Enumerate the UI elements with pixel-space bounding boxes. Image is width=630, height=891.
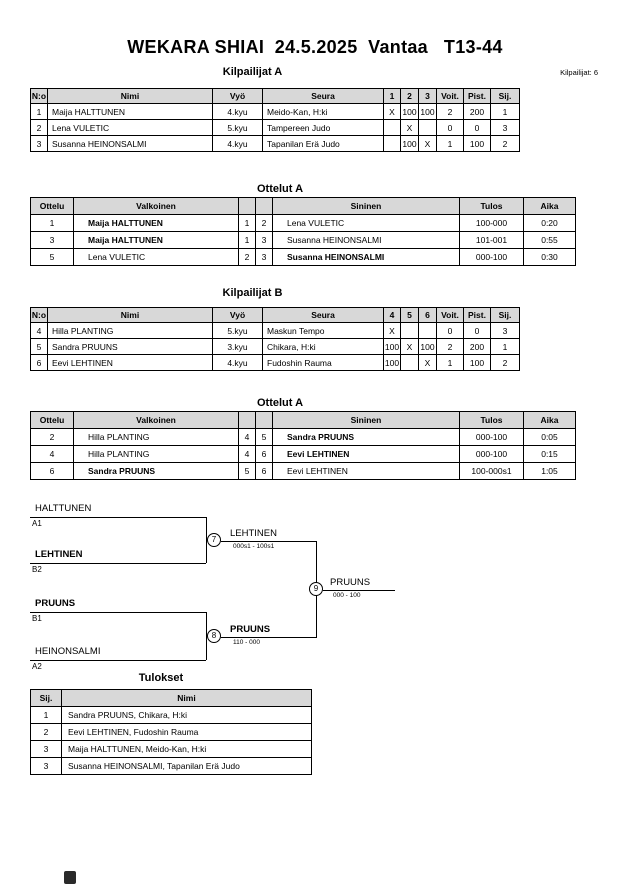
col-spacer bbox=[256, 412, 273, 429]
cell: 4.kyu bbox=[213, 136, 263, 152]
cell: 5.kyu bbox=[213, 323, 263, 339]
cell: 000-100 bbox=[460, 446, 524, 463]
col-belt: Vyö bbox=[213, 308, 263, 323]
bracket-entry-seed: A2 bbox=[32, 662, 42, 671]
cell: 1:05 bbox=[524, 463, 576, 480]
cell bbox=[384, 120, 401, 136]
competitors-count: Kilpailijat: 6 bbox=[560, 68, 598, 77]
table-row bbox=[31, 339, 520, 355]
page-title: WEKARA SHIAI 24.5.2025 Vantaa T13-44 bbox=[127, 37, 503, 57]
cell: 4.kyu bbox=[213, 355, 263, 371]
table-row bbox=[31, 104, 520, 120]
bracket-line bbox=[221, 637, 317, 638]
cell: Tampereen Judo bbox=[263, 120, 384, 136]
cell: Susanna HEINONSALMI, Tapanilan Erä Judo bbox=[62, 758, 312, 775]
pool-b-table bbox=[30, 307, 520, 371]
match-score: 000 - 100 bbox=[333, 592, 361, 599]
cell: Maija HALTTUNEN bbox=[74, 232, 239, 249]
col-wins: Voit. bbox=[437, 89, 464, 104]
cell: 3 bbox=[31, 232, 74, 249]
table-row bbox=[31, 724, 312, 741]
cell: 100 bbox=[419, 104, 437, 120]
cell: 100 bbox=[419, 339, 437, 355]
cell: 3 bbox=[31, 136, 48, 152]
cell: Eevi LEHTINEN bbox=[273, 446, 460, 463]
match-number-badge: 8 bbox=[207, 629, 221, 643]
cell: 1 bbox=[491, 339, 520, 355]
cell: 3 bbox=[491, 323, 520, 339]
cell: 1 bbox=[31, 707, 62, 724]
cell: 2 bbox=[437, 339, 464, 355]
cell: 1 bbox=[31, 215, 74, 232]
col-wins: Voit. bbox=[437, 308, 464, 323]
cell: 0:30 bbox=[524, 249, 576, 266]
table-row bbox=[31, 323, 520, 339]
matches-b-table bbox=[30, 411, 576, 480]
cell: 2 bbox=[491, 136, 520, 152]
cell: 4 bbox=[31, 446, 74, 463]
table-row bbox=[31, 249, 576, 266]
cell: 000-100 bbox=[460, 249, 524, 266]
cell: X bbox=[401, 120, 419, 136]
cell: Hilla PLANTING bbox=[74, 429, 239, 446]
cell: 5.kyu bbox=[213, 120, 263, 136]
cell: Lena VULETIC bbox=[74, 249, 239, 266]
col-6: 6 bbox=[419, 308, 437, 323]
cell: 0 bbox=[464, 120, 491, 136]
cell: Susanna HEINONSALMI bbox=[273, 249, 460, 266]
col-spacer bbox=[239, 412, 256, 429]
col-time: Aika bbox=[524, 412, 576, 429]
match-number-badge: 9 bbox=[309, 582, 323, 596]
bracket-entry-name: PRUUNS bbox=[35, 598, 76, 609]
cell: Sandra PRUUNS bbox=[273, 429, 460, 446]
table-row bbox=[31, 355, 520, 371]
col-place: Sij. bbox=[491, 308, 520, 323]
cell: 100 bbox=[401, 136, 419, 152]
cell bbox=[419, 120, 437, 136]
col-result: Tulos bbox=[460, 198, 524, 215]
cell: Meido-Kan, H:ki bbox=[263, 104, 384, 120]
cell: 0:55 bbox=[524, 232, 576, 249]
bracket-line bbox=[30, 612, 206, 613]
table-row bbox=[31, 463, 576, 480]
cell: 6 bbox=[31, 463, 74, 480]
cell: 000-100 bbox=[460, 429, 524, 446]
cell: Eevi LEHTINEN, Fudoshin Rauma bbox=[62, 724, 312, 741]
col-belt: Vyö bbox=[213, 89, 263, 104]
match-winner: PRUUNS bbox=[330, 577, 371, 588]
table-row bbox=[31, 741, 312, 758]
col-no: N:o bbox=[31, 89, 48, 104]
match-winner: PRUUNS bbox=[230, 624, 271, 635]
bracket-line bbox=[30, 517, 206, 518]
table-row bbox=[31, 232, 576, 249]
cell: X bbox=[384, 104, 401, 120]
cell bbox=[401, 355, 419, 371]
bracket-line bbox=[221, 541, 317, 542]
col-2: 2 bbox=[401, 89, 419, 104]
cell: Eevi LEHTINEN bbox=[273, 463, 460, 480]
cell: Maskun Tempo bbox=[263, 323, 384, 339]
match-number-badge: 7 bbox=[207, 533, 221, 547]
col-points: Pist. bbox=[464, 308, 491, 323]
table-row bbox=[31, 758, 312, 775]
footer-mark bbox=[64, 871, 76, 884]
results-table bbox=[30, 689, 312, 775]
col-blue: Sininen bbox=[273, 198, 460, 215]
cell: 0:15 bbox=[524, 446, 576, 463]
matches-b-heading: Ottelut A bbox=[256, 397, 304, 409]
matches-a-heading: Ottelut A bbox=[256, 183, 304, 195]
col-5: 5 bbox=[401, 308, 419, 323]
cell: 100 bbox=[401, 104, 419, 120]
col-result: Tulos bbox=[460, 412, 524, 429]
cell: 1 bbox=[239, 232, 256, 249]
cell: 4.kyu bbox=[213, 104, 263, 120]
cell: 5 bbox=[239, 463, 256, 480]
pool-b-header-row bbox=[31, 308, 520, 323]
col-club: Seura bbox=[263, 308, 384, 323]
cell: 1 bbox=[239, 215, 256, 232]
results-header-row bbox=[31, 690, 312, 707]
matches-a-header-row bbox=[31, 198, 576, 215]
cell: 0 bbox=[464, 323, 491, 339]
col-match: Ottelu bbox=[31, 198, 74, 215]
pool-a-header-row bbox=[31, 89, 520, 104]
cell: 3 bbox=[31, 741, 62, 758]
cell: X bbox=[419, 136, 437, 152]
col-time: Aika bbox=[524, 198, 576, 215]
col-white: Valkoinen bbox=[74, 412, 239, 429]
cell: 1 bbox=[491, 104, 520, 120]
finals-bracket bbox=[30, 500, 425, 675]
col-blue: Sininen bbox=[273, 412, 460, 429]
cell: 2 bbox=[491, 355, 520, 371]
cell: 4 bbox=[239, 446, 256, 463]
cell: 101-001 bbox=[460, 232, 524, 249]
matches-b-header-row bbox=[31, 412, 576, 429]
table-row bbox=[31, 120, 520, 136]
cell: 100 bbox=[384, 339, 401, 355]
cell: 3 bbox=[31, 758, 62, 775]
results-heading: Tulokset bbox=[138, 672, 184, 684]
col-1: 1 bbox=[384, 89, 401, 104]
bracket-entry-seed: B1 bbox=[32, 614, 42, 623]
match-score: 000s1 - 100s1 bbox=[233, 543, 275, 550]
cell: 200 bbox=[464, 104, 491, 120]
cell: 6 bbox=[256, 446, 273, 463]
cell: 1 bbox=[437, 355, 464, 371]
cell: 100-000s1 bbox=[460, 463, 524, 480]
cell bbox=[384, 136, 401, 152]
col-place: Sij. bbox=[31, 690, 62, 707]
cell: 100 bbox=[464, 136, 491, 152]
cell: Sandra PRUUNS, Chikara, H:ki bbox=[62, 707, 312, 724]
cell: 2 bbox=[256, 215, 273, 232]
table-row bbox=[31, 429, 576, 446]
cell: 2 bbox=[31, 724, 62, 741]
cell: 4 bbox=[239, 429, 256, 446]
cell: Hilla PLANTING bbox=[74, 446, 239, 463]
cell: 6 bbox=[31, 355, 48, 371]
bracket-line bbox=[30, 660, 206, 661]
pool-a-table bbox=[30, 88, 520, 152]
cell: 0 bbox=[437, 120, 464, 136]
cell: 1 bbox=[437, 136, 464, 152]
cell: Maija HALTTUNEN bbox=[48, 104, 213, 120]
cell: Maija HALTTUNEN bbox=[74, 215, 239, 232]
bracket-entry-seed: B2 bbox=[32, 565, 42, 574]
bracket-entry-name: HEINONSALMI bbox=[35, 646, 101, 657]
cell: 200 bbox=[464, 339, 491, 355]
cell: Eevi LEHTINEN bbox=[48, 355, 213, 371]
col-spacer bbox=[256, 198, 273, 215]
cell: 2 bbox=[31, 120, 48, 136]
cell: 0:20 bbox=[524, 215, 576, 232]
matches-a-table bbox=[30, 197, 576, 266]
pool-b-heading: Kilpailijat B bbox=[222, 287, 283, 299]
cell: 2 bbox=[437, 104, 464, 120]
cell: Fudoshin Rauma bbox=[263, 355, 384, 371]
bracket-entry-seed: A1 bbox=[32, 519, 42, 528]
col-name: Nimi bbox=[48, 89, 213, 104]
cell: 100 bbox=[384, 355, 401, 371]
col-points: Pist. bbox=[464, 89, 491, 104]
cell: 2 bbox=[239, 249, 256, 266]
table-row bbox=[31, 215, 576, 232]
table-row bbox=[31, 446, 576, 463]
cell: 100-000 bbox=[460, 215, 524, 232]
cell: 2 bbox=[31, 429, 74, 446]
cell: 5 bbox=[31, 339, 48, 355]
table-row bbox=[31, 707, 312, 724]
col-4: 4 bbox=[384, 308, 401, 323]
cell: Sandra PRUUNS bbox=[48, 339, 213, 355]
bracket-line bbox=[30, 563, 206, 564]
cell: 3 bbox=[256, 232, 273, 249]
cell bbox=[401, 323, 419, 339]
cell: 0 bbox=[437, 323, 464, 339]
pool-a-heading: Kilpailijat A bbox=[222, 66, 283, 78]
cell: 5 bbox=[31, 249, 74, 266]
match-winner: LEHTINEN bbox=[230, 528, 277, 539]
cell: X bbox=[401, 339, 419, 355]
cell: Maija HALTTUNEN, Meido-Kan, H:ki bbox=[62, 741, 312, 758]
col-name: Nimi bbox=[62, 690, 312, 707]
cell: Sandra PRUUNS bbox=[74, 463, 239, 480]
col-no: N:o bbox=[31, 308, 48, 323]
cell: X bbox=[419, 355, 437, 371]
cell: 100 bbox=[464, 355, 491, 371]
cell: Tapanilan Erä Judo bbox=[263, 136, 384, 152]
cell: Lena VULETIC bbox=[48, 120, 213, 136]
cell: 4 bbox=[31, 323, 48, 339]
cell: Hilla PLANTING bbox=[48, 323, 213, 339]
cell: 0:05 bbox=[524, 429, 576, 446]
cell: 3 bbox=[491, 120, 520, 136]
cell: 5 bbox=[256, 429, 273, 446]
cell: Susanna HEINONSALMI bbox=[48, 136, 213, 152]
cell: Chikara, H:ki bbox=[263, 339, 384, 355]
table-row bbox=[31, 136, 520, 152]
col-match: Ottelu bbox=[31, 412, 74, 429]
bracket-line bbox=[323, 590, 395, 591]
col-club: Seura bbox=[263, 89, 384, 104]
cell: 6 bbox=[256, 463, 273, 480]
col-name: Nimi bbox=[48, 308, 213, 323]
col-spacer bbox=[239, 198, 256, 215]
col-white: Valkoinen bbox=[74, 198, 239, 215]
cell: X bbox=[384, 323, 401, 339]
cell: 1 bbox=[31, 104, 48, 120]
match-score: 110 - 000 bbox=[233, 639, 260, 646]
col-place: Sij. bbox=[491, 89, 520, 104]
cell: Lena VULETIC bbox=[273, 215, 460, 232]
bracket-entry-name: HALTTUNEN bbox=[35, 503, 92, 514]
cell: 3 bbox=[256, 249, 273, 266]
cell: Susanna HEINONSALMI bbox=[273, 232, 460, 249]
cell: 3.kyu bbox=[213, 339, 263, 355]
bracket-entry-name: LEHTINEN bbox=[35, 549, 83, 560]
cell bbox=[419, 323, 437, 339]
col-3: 3 bbox=[419, 89, 437, 104]
